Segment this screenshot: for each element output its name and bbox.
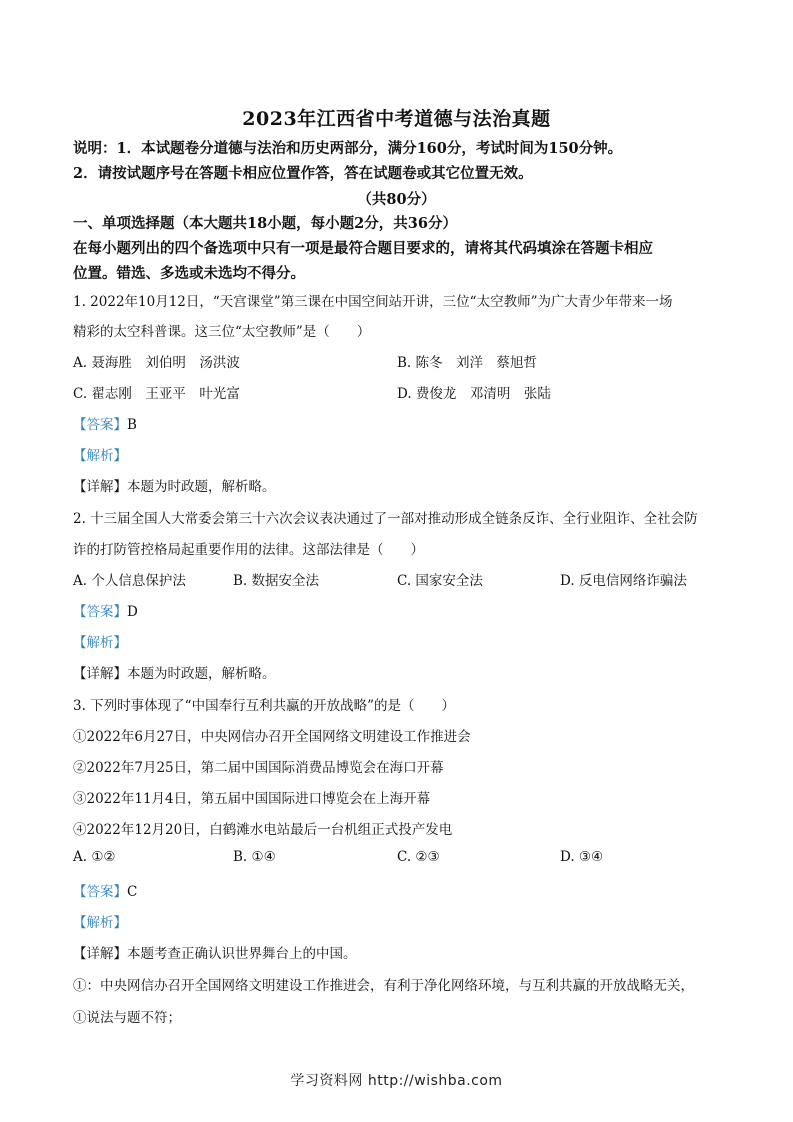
q1-option-c: C. 翟志刚 王亚平 叶光富 (73, 386, 240, 402)
q3-detail (73, 942, 723, 962)
answer-label: 【答案】 (73, 417, 127, 433)
total-score: （共80分） (357, 191, 436, 208)
q3-analysis (73, 911, 723, 931)
q1-option-b: B. 陈冬 刘洋 蔡旭哲 (397, 355, 538, 371)
q1-analysis (73, 444, 723, 464)
q2-analysis (73, 631, 723, 651)
section-desc-line2: 位置。错选、多选或未选均不得分。 (73, 265, 305, 282)
q2-stem-line1: 2. 十三届全国人大常委会第三十六次会议表决通过了一部对推动形成全链条反诈、全行业阻诈、全社会防 (73, 511, 698, 527)
q3-answer (73, 880, 723, 900)
q3-option-b: B. ①④ (233, 849, 276, 865)
q3-item-2: ②2022年7月25日，第二届中国国际消费品博览会在海口开幕 (73, 760, 444, 776)
q2-options-row (73, 569, 733, 589)
q3-item-1: ①2022年6月27日，中央网信办召开全国网络文明建设工作推进会 (73, 729, 471, 745)
q2-stem-line2: 诈的打防管控格局起重要作用的法律。这部法律是（ ） (73, 542, 424, 558)
q2-option-c: C. 国家安全法 (397, 573, 483, 589)
q3-detail-text: 本题考查正确认识世界舞台上的中国。 (127, 946, 357, 962)
q1-stem-line2: 精彩的太空科普课。这三位“太空教师”是（ ） (73, 324, 371, 340)
answer-label: 【答案】 (73, 884, 127, 900)
q3-answer-value: C (127, 884, 138, 900)
q1-detail-text: 本题为时政题，解析略。 (127, 479, 276, 495)
q2-option-a: A. 个人信息保护法 (73, 573, 186, 589)
detail-label: 【详解】 (73, 946, 127, 962)
q2-answer-value: D (127, 604, 138, 620)
q3-option-d: D. ③④ (560, 849, 604, 865)
q3-item-3: ③2022年11月4日，第五届中国国际进口博览会在上海开幕 (73, 791, 431, 807)
detail-label: 【详解】 (73, 479, 127, 495)
analysis-label: 【解析】 (73, 448, 127, 464)
q3-stem: 3. 下列时事体现了“中国奉行互利共赢的开放战略”的是（ ） (73, 698, 455, 714)
q3-options-row (73, 849, 733, 869)
instruction-2: 2．请按试题序号在答题卡相应位置作答，答在试题卷或其它位置无效。 (73, 165, 533, 182)
q1-option-d: D. 费俊龙 邓清明 张陆 (397, 386, 551, 402)
q1-options-row1 (73, 351, 733, 371)
page-title: 2023年江西省中考道德与法治真题 (242, 108, 551, 130)
section-desc-line1: 在每小题列出的四个备选项中只有一项是最符合题目要求的，请将其代码填涂在答题卡相应 (73, 240, 653, 257)
site-footer: 学习资料网 http://wishba.com (290, 1073, 503, 1089)
q3-explain-line1: ①：中央网信办召开全国网络文明建设工作推进会，有利于净化网络环境，与互利共赢的开放战略无关， (73, 978, 694, 994)
instruction-1: 说明：1．本试题卷分道德与法治和历史两部分，满分160分，考试时间为150分钟。 (73, 140, 623, 157)
q2-detail (73, 662, 723, 682)
q2-detail-text: 本题为时政题，解析略。 (127, 666, 276, 682)
section-heading: 一、单项选择题（本大题共18小题，每小题2分，共36分） (73, 215, 457, 232)
q2-option-d: D. 反电信网络诈骗法 (560, 573, 687, 589)
analysis-label: 【解析】 (73, 915, 127, 931)
q1-options-row2 (73, 382, 733, 402)
analysis-label: 【解析】 (73, 635, 127, 651)
q3-option-c: C. ②③ (397, 849, 440, 865)
q1-option-a: A. 聂海胜 刘伯明 汤洪波 (73, 355, 240, 371)
q2-answer (73, 600, 723, 620)
answer-label: 【答案】 (73, 604, 127, 620)
q3-explain-line2: ①说法与题不符； (73, 1010, 181, 1026)
q3-option-a: A. ①② (73, 849, 116, 865)
q1-answer-value: B (127, 417, 137, 433)
q1-detail (73, 475, 723, 495)
detail-label: 【详解】 (73, 666, 127, 682)
q3-item-4: ④2022年12月20日，白鹤滩水电站最后一台机组正式投产发电 (73, 822, 453, 838)
q2-option-b: B. 数据安全法 (233, 573, 320, 589)
q1-stem-line1: 1. 2022年10月12日，“天宫课堂”第三课在中国空间站开讲，三位“太空教师”为广大青少年带来一场 (73, 294, 673, 310)
q1-answer (73, 413, 723, 433)
